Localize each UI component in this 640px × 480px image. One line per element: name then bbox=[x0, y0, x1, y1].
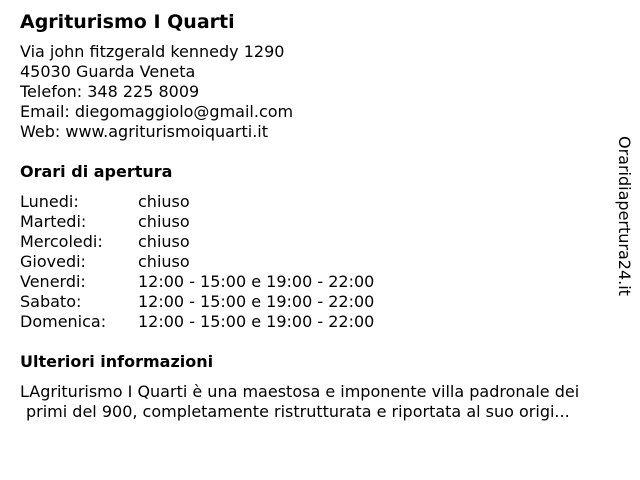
opening-hours-heading: Orari di apertura bbox=[20, 162, 173, 181]
day-label: Sabato: bbox=[20, 292, 82, 311]
business-name: Agriturismo I Quarti bbox=[20, 11, 235, 33]
hours-row-sunday bbox=[20, 312, 610, 332]
website: Web: www.agriturismoiquarti.it bbox=[20, 122, 269, 141]
address-block bbox=[20, 42, 610, 142]
day-hours: 12:00 - 15:00 e 19:00 - 22:00 bbox=[138, 312, 375, 331]
day-hours: chiuso bbox=[138, 192, 190, 211]
opening-hours-table bbox=[20, 192, 610, 332]
day-label: Lunedi: bbox=[20, 192, 79, 211]
description-line-2: primi del 900, completamente ristrutturata e riportata al suo origi... bbox=[26, 402, 570, 421]
day-label: Giovedi: bbox=[20, 252, 86, 271]
city-address: 45030 Guarda Veneta bbox=[20, 62, 196, 81]
more-info-text bbox=[20, 382, 640, 422]
day-label: Martedi: bbox=[20, 212, 87, 231]
phone-number: Telefon: 348 225 8009 bbox=[20, 82, 200, 101]
description-line-1: LAgriturismo I Quarti è una maestosa e imponente villa padronale dei bbox=[20, 382, 580, 401]
hours-row-thursday bbox=[20, 252, 610, 272]
day-hours: chiuso bbox=[138, 232, 190, 251]
email-address: Email: diegomaggiolo@gmail.com bbox=[20, 102, 294, 121]
day-hours: 12:00 - 15:00 e 19:00 - 22:00 bbox=[138, 292, 375, 311]
hours-row-monday bbox=[20, 192, 610, 212]
hours-row-tuesday bbox=[20, 212, 610, 232]
site-watermark bbox=[611, 136, 637, 312]
watermark-text: Oraridiapertura24.it bbox=[615, 136, 634, 296]
hours-row-wednesday bbox=[20, 232, 610, 252]
business-card bbox=[20, 10, 610, 422]
day-hours: 12:00 - 15:00 e 19:00 - 22:00 bbox=[138, 272, 375, 291]
day-hours: chiuso bbox=[138, 252, 190, 271]
day-label: Venerdi: bbox=[20, 272, 86, 291]
hours-row-friday bbox=[20, 272, 610, 292]
day-label: Mercoledi: bbox=[20, 232, 103, 251]
hours-row-saturday bbox=[20, 292, 610, 312]
day-label: Domenica: bbox=[20, 312, 107, 331]
day-hours: chiuso bbox=[138, 212, 190, 231]
street-address: Via john fitzgerald kennedy 1290 bbox=[20, 42, 285, 61]
more-info-heading: Ulteriori informazioni bbox=[20, 352, 214, 371]
